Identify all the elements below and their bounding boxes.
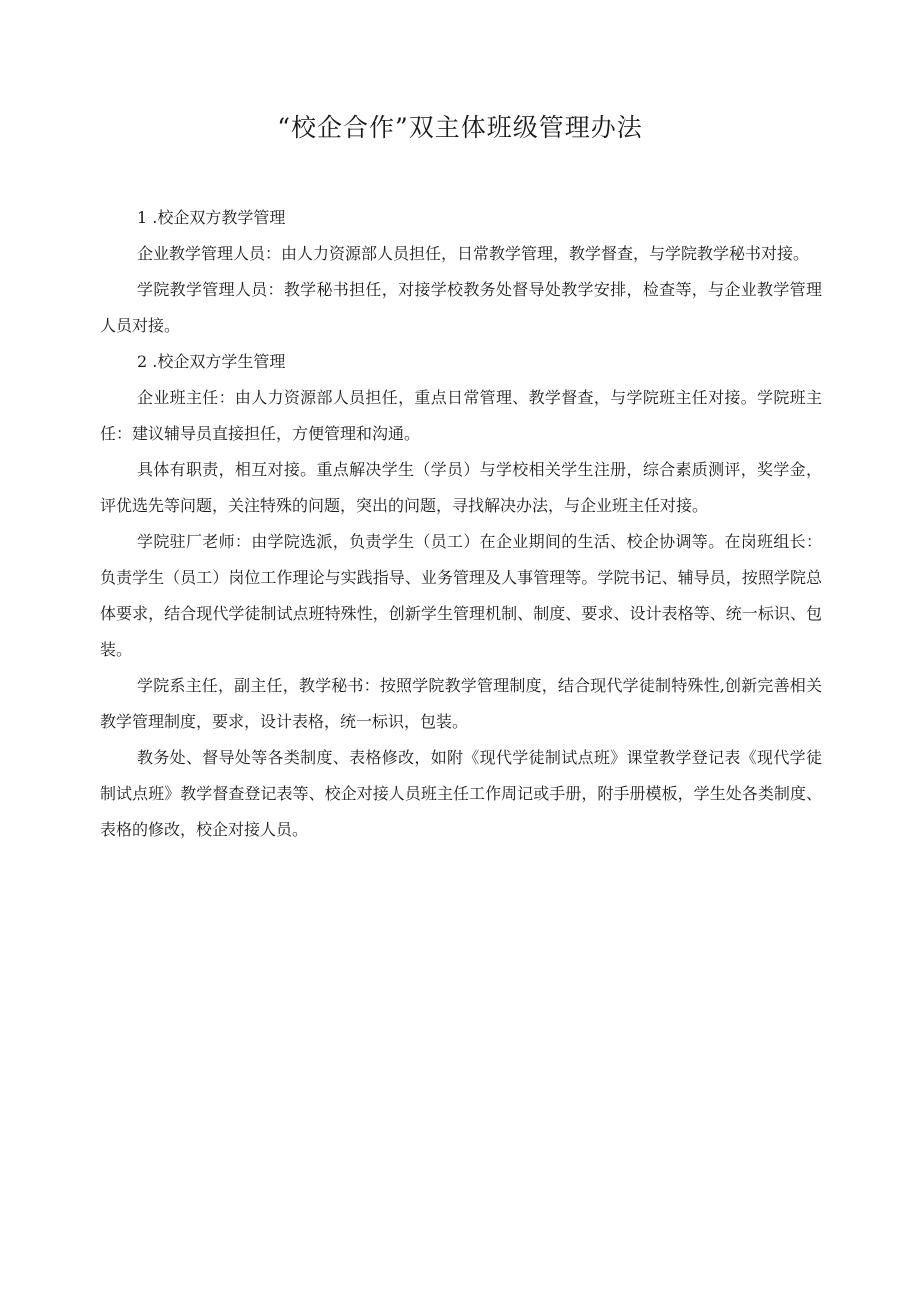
paragraph-academic-affairs: 教务处、督导处等各类制度、表格修改，如附《现代学徒制试点班》课堂教学登记表《现代学徒制试点班》教学督查登记表等、校企对接人员班主任工作周记或手册，附手册模板，学生处各类制度、表格的修改，校企对接人员。 [100, 748, 822, 839]
paragraph-enterprise-teaching-staff: 企业教学管理人员：由人力资源部人员担任，日常教学管理，教学督查，与学院教学秘书对接。 [137, 244, 810, 263]
paragraph-responsibilities: 具体有职责，相互对接。重点解决学生（学员）与学校相关学生注册，综合素质测评，奖学金，评优选先等问题，关注特殊的问题，突出的问题，寻找解决办法，与企业班主任对接。 [100, 460, 822, 515]
section-heading-teaching: 1 .校企双方教学管理 [137, 208, 286, 227]
section-heading-student: 2 .校企双方学生管理 [137, 352, 286, 371]
paragraph-college-teaching-staff: 学院教学管理人员：教学秘书担任，对接学校教务处督导处教学安排，检查等，与企业教学管理人员对接。 [100, 280, 822, 335]
paragraph-resident-teacher: 学院驻厂老师：由学院选派，负责学生（员工）在企业期间的生活、校企协调等。在岗班组长：负责学生（员工）岗位工作理论与实践指导、业务管理及人事管理等。学院书记、辅导员，按照学院总体要求，结合现代学徒制试点班特殊性，创新学生管理机制、制度、要求、设计表格等、统一标识、包装。 [100, 532, 822, 659]
document-body [100, 200, 822, 848]
paragraph-class-teachers: 企业班主任：由人力资源部人员担任，重点日常管理、教学督查，与学院班主任对接。学院班主任：建议辅导员直接担任，方便管理和沟通。 [100, 388, 822, 443]
document-title: “校企合作”双主体班级管理办法 [277, 113, 643, 142]
paragraph-department-head: 学院系主任，副主任，教学秘书：按照学院教学管理制度，结合现代学徒制特殊性,创新完善相关教学管理制度，要求，设计表格，统一标识，包装。 [100, 676, 822, 731]
